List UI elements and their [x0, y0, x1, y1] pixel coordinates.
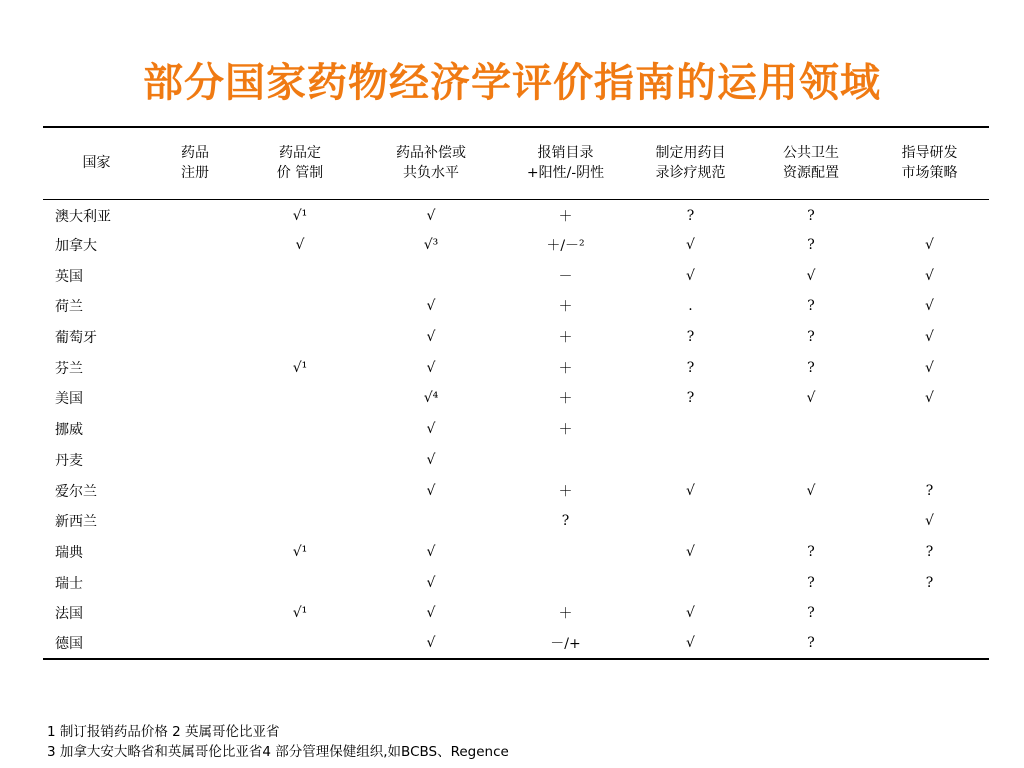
table-header: [43, 127, 989, 199]
cell-reimbursement-list: ＋: [558, 391, 573, 408]
cell-reimbursement-level: √: [426, 574, 436, 591]
cell-drug-pricing: [240, 260, 360, 291]
country-cell: 澳大利亚: [55, 208, 111, 225]
cell-reimbursement-level: √⁴: [423, 390, 439, 407]
cell-public-health-allocation: ?: [807, 574, 815, 591]
cell-rd-market-strategy: [870, 199, 989, 230]
cell-reimbursement-list: ＋: [558, 208, 573, 225]
cell-rd-market-strategy: ?: [925, 543, 934, 560]
cell-formulary-guideline: [629, 445, 752, 476]
cell-formulary-guideline: √: [686, 482, 695, 499]
cell-drug-pricing: √: [295, 237, 305, 254]
cell-reimbursement-list: ＋: [558, 483, 573, 500]
cell-drug-pricing: [240, 383, 360, 414]
cell-rd-market-strategy: [870, 598, 989, 629]
cell-reimbursement-level: √: [426, 329, 436, 346]
cell-reimbursement-list: [502, 567, 629, 598]
cell-reimbursement-list: －: [558, 268, 573, 285]
cell-drug-registration: [150, 414, 240, 445]
cell-formulary-guideline: [629, 567, 752, 598]
cell-reimbursement-level: [360, 260, 502, 291]
cell-drug-registration: [150, 199, 240, 230]
cell-drug-pricing: [240, 629, 360, 660]
table-row: [43, 230, 989, 261]
cell-public-health-allocation: ?: [807, 635, 815, 652]
cell-reimbursement-list: －/+: [550, 636, 581, 653]
cell-reimbursement-list: ＋: [558, 330, 573, 347]
header-reimbursement-list: [502, 127, 629, 199]
table-row: [43, 475, 989, 506]
cell-reimbursement-level: [360, 506, 502, 537]
cell-drug-registration: [150, 322, 240, 353]
cell-reimbursement-level: √³: [423, 237, 439, 254]
header-reimbursement-level: [360, 127, 502, 199]
cell-rd-market-strategy: √: [925, 359, 934, 376]
cell-rd-market-strategy: √: [925, 298, 934, 315]
country-cell: 新西兰: [55, 514, 97, 531]
guideline-usage-table: [43, 126, 989, 660]
table-row: [43, 414, 989, 445]
cell-drug-registration: [150, 475, 240, 506]
cell-rd-market-strategy: [870, 414, 989, 445]
cell-rd-market-strategy: √: [925, 267, 934, 284]
cell-drug-registration: [150, 230, 240, 261]
table-row: [43, 506, 989, 537]
header-line: 市场策略: [901, 165, 958, 182]
cell-formulary-guideline: √: [686, 543, 695, 560]
cell-formulary-guideline: ?: [686, 359, 695, 376]
cell-drug-pricing: [240, 322, 360, 353]
cell-drug-registration: [150, 260, 240, 291]
cell-rd-market-strategy: √: [925, 390, 934, 407]
header-row: [43, 127, 989, 199]
cell-formulary-guideline: √: [686, 267, 695, 284]
cell-formulary-guideline: ?: [686, 329, 695, 346]
table-body: [43, 199, 989, 659]
cell-public-health-allocation: ?: [807, 237, 815, 254]
cell-public-health-allocation: √: [806, 267, 816, 284]
cell-drug-registration: [150, 537, 240, 568]
cell-drug-pricing: [240, 506, 360, 537]
cell-public-health-allocation: ?: [807, 543, 815, 560]
cell-drug-registration: [150, 629, 240, 660]
country-cell: 葡萄牙: [55, 330, 97, 347]
cell-reimbursement-level: √: [426, 543, 436, 560]
cell-reimbursement-level: √: [426, 207, 436, 224]
cell-rd-market-strategy: [870, 629, 989, 660]
country-cell: 丹麦: [55, 452, 83, 469]
cell-reimbursement-list: ?: [561, 513, 570, 530]
cell-rd-market-strategy: √: [925, 513, 934, 530]
cell-public-health-allocation: [752, 506, 870, 537]
footnote-line-1: 1 制订报销药品价格 2 英属哥伦比亚省: [47, 724, 280, 740]
header-line: 报销目录: [537, 145, 594, 162]
table-row: [43, 537, 989, 568]
header-country: [43, 127, 150, 199]
cell-reimbursement-level: √: [426, 359, 436, 376]
cell-drug-registration: [150, 506, 240, 537]
cell-public-health-allocation: √: [806, 482, 816, 499]
cell-formulary-guideline: [629, 414, 752, 445]
cell-drug-registration: [150, 445, 240, 476]
header-line: 注册: [181, 165, 209, 182]
header-drug-pricing: [240, 127, 360, 199]
cell-public-health-allocation: ?: [807, 605, 815, 622]
footnotes: [47, 722, 509, 762]
header-public-health-allocation: [752, 127, 870, 199]
header-line: 录诊疗规范: [655, 165, 726, 182]
cell-reimbursement-level: √: [426, 605, 436, 622]
table-row: [43, 352, 989, 383]
cell-rd-market-strategy: √: [925, 237, 934, 254]
cell-drug-pricing: [240, 414, 360, 445]
cell-rd-market-strategy: [870, 445, 989, 476]
cell-reimbursement-level: √: [426, 451, 436, 468]
table-row: [43, 322, 989, 353]
table-row: [43, 260, 989, 291]
cell-public-health-allocation: √: [806, 390, 816, 407]
cell-drug-registration: [150, 291, 240, 322]
cell-reimbursement-level: √: [426, 421, 436, 438]
header-line: 国家: [82, 155, 111, 172]
cell-reimbursement-level: √: [426, 298, 436, 315]
cell-drug-registration: [150, 598, 240, 629]
country-cell: 德国: [55, 636, 83, 653]
cell-public-health-allocation: ?: [807, 359, 815, 376]
cell-rd-market-strategy: √: [925, 329, 934, 346]
cell-reimbursement-list: ＋: [558, 422, 573, 439]
cell-formulary-guideline: [629, 506, 752, 537]
cell-rd-market-strategy: ?: [925, 482, 934, 499]
cell-rd-market-strategy: ?: [925, 574, 934, 591]
table-row: [43, 383, 989, 414]
table-row: [43, 629, 989, 660]
header-line: 药品: [181, 145, 209, 162]
cell-reimbursement-list: ＋: [558, 606, 573, 623]
table-row: [43, 445, 989, 476]
cell-formulary-guideline: √: [686, 635, 695, 652]
cell-drug-pricing: [240, 567, 360, 598]
country-cell: 爱尔兰: [55, 483, 97, 500]
cell-formulary-guideline: .: [688, 298, 693, 315]
cell-reimbursement-list: ＋: [558, 360, 573, 377]
country-cell: 瑞典: [55, 544, 83, 561]
country-cell: 挪威: [55, 422, 83, 439]
country-cell: 瑞士: [55, 575, 83, 592]
cell-drug-registration: [150, 352, 240, 383]
header-line: 药品补偿或: [396, 145, 466, 162]
cell-public-health-allocation: ?: [807, 329, 815, 346]
cell-drug-pricing: √¹: [292, 543, 308, 560]
country-cell: 加拿大: [55, 238, 97, 255]
country-cell: 英国: [55, 268, 83, 285]
cell-public-health-allocation: ?: [807, 298, 815, 315]
header-line: 共负水平: [403, 165, 459, 182]
header-formulary-guideline: [629, 127, 752, 199]
cell-drug-registration: [150, 383, 240, 414]
cell-formulary-guideline: ?: [686, 390, 695, 407]
cell-formulary-guideline: √: [686, 605, 695, 622]
country-cell: 法国: [55, 606, 83, 623]
header-line: 公共卫生: [783, 145, 839, 162]
cell-public-health-allocation: [752, 414, 870, 445]
cell-drug-pricing: [240, 445, 360, 476]
slide-title: 部分国家药物经济学评价指南的运用领域: [143, 59, 881, 106]
cell-drug-pricing: √¹: [292, 605, 308, 622]
cell-reimbursement-list: ＋/－²: [546, 238, 585, 255]
header-line: 资源配置: [783, 165, 839, 182]
cell-reimbursement-level: √: [426, 635, 436, 652]
table-row: [43, 199, 989, 230]
header-line: 指导研发: [901, 145, 958, 162]
header-drug-registration: [150, 127, 240, 199]
header-line: 价 管制: [276, 165, 324, 182]
header-line: 药品定: [279, 145, 321, 162]
cell-drug-pricing: [240, 475, 360, 506]
country-cell: 美国: [55, 391, 83, 408]
cell-drug-pricing: √¹: [292, 359, 308, 376]
cell-reimbursement-list: [502, 537, 629, 568]
table-row: [43, 567, 989, 598]
header-rd-market-strategy: [870, 127, 989, 199]
cell-public-health-allocation: ?: [807, 207, 815, 224]
cell-reimbursement-list: [502, 445, 629, 476]
header-line: 制定用药目: [655, 145, 726, 162]
table-row: [43, 291, 989, 322]
table-row: [43, 598, 989, 629]
footnote-line-2: 3 加拿大安大略省和英属哥伦比亚省4 部分管理保健组织,如BCBS、Regence: [47, 744, 509, 760]
cell-formulary-guideline: √: [686, 237, 695, 254]
country-cell: 荷兰: [55, 299, 83, 316]
cell-public-health-allocation: [752, 445, 870, 476]
cell-drug-pricing: [240, 291, 360, 322]
header-line: +阳性/-阴性: [526, 165, 605, 182]
cell-reimbursement-list: ＋: [558, 299, 573, 316]
cell-drug-registration: [150, 567, 240, 598]
cell-formulary-guideline: ?: [686, 207, 695, 224]
cell-drug-pricing: √¹: [292, 207, 308, 224]
country-cell: 芬兰: [55, 360, 83, 377]
cell-reimbursement-level: √: [426, 482, 436, 499]
